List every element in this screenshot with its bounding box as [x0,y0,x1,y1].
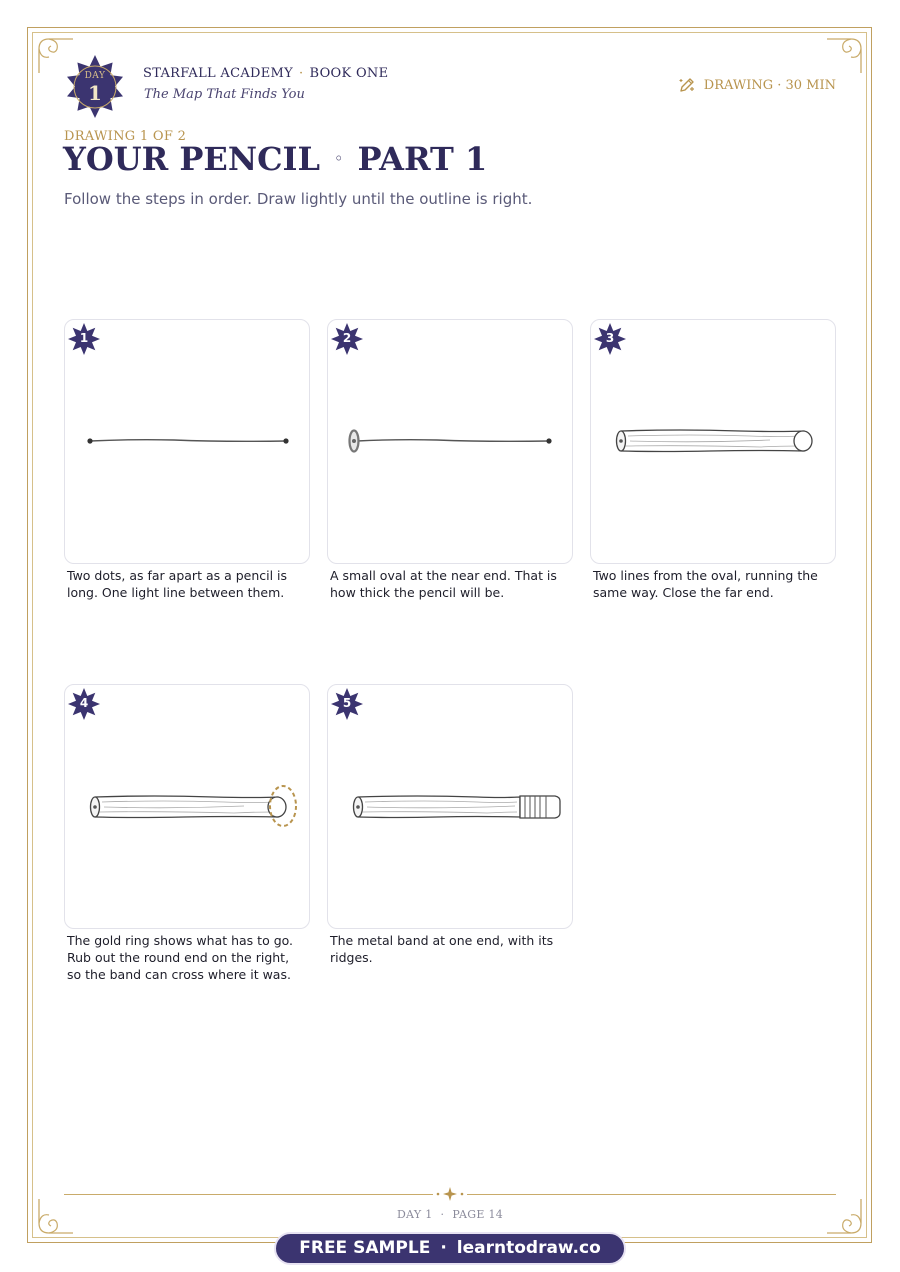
step-1-drawing [64,319,310,564]
step-3-drawing [590,319,836,564]
session-text: DRAWING · 30 MIN [703,77,836,93]
step-number-badge [594,323,626,355]
step-number: 5 [342,696,352,710]
step-number: 3 [605,331,615,345]
step-5-drawing [327,684,573,929]
pencil-sparkle-icon [678,76,696,94]
drawing-counter: DRAWING 1 OF 2 [64,129,187,144]
step-caption: A small oval at the near end. That is how thick the pencil will be. [330,568,557,600]
brand-separator: · [299,66,304,81]
step-caption: Two lines from the oval, running the same way. Close the far end. [593,568,818,600]
title-main: YOUR PENCIL [63,140,320,178]
step-2-drawing [327,319,573,564]
sparkle-icon [433,1185,467,1203]
sample-site-link[interactable]: learntodraw.co [456,1238,601,1258]
instructions-text: Follow the steps in order. Draw lightly until the outline is right. [64,190,533,208]
day-badge [62,54,128,120]
step-number-badge [68,688,100,720]
page-footer [0,1208,900,1221]
brand-name: STARFALL ACADEMY [143,66,294,81]
day-label: DAY [84,71,106,81]
title-part: PART 1 [357,140,488,178]
brand-line [143,66,388,81]
free-sample-banner[interactable] [274,1232,626,1265]
step-caption: The gold ring shows what has to go. Rub out the round end on the right, so the band can cross where it was. [67,933,294,982]
step-number-badge [331,323,363,355]
step-number-badge [331,688,363,720]
step-number: 4 [79,696,89,710]
sample-label: FREE SAMPLE [299,1238,431,1258]
step-number-badge [68,323,100,355]
page-border-inner [32,32,867,1238]
step-caption: The metal band at one end, with its ridges. [330,933,554,965]
footer-day: DAY 1 [396,1208,433,1221]
footer-separator: · [440,1208,445,1221]
step-4-drawing [64,684,310,929]
step-number: 1 [79,331,89,345]
step-number: 2 [342,331,352,345]
step-caption: Two dots, as far apart as a pencil is long. One light line between them. [67,568,288,600]
session-label [678,76,836,94]
corner-flourish-top-right [825,35,865,75]
sample-separator: · [440,1238,447,1258]
title-separator: ◦ [334,149,344,168]
book-label: BOOK ONE [309,66,389,81]
page-number: PAGE 14 [452,1208,504,1221]
book-subtitle: The Map That Finds You [144,87,305,102]
day-number: 1 [88,81,102,105]
footer-ornament [433,1185,467,1203]
page-title [63,140,487,178]
